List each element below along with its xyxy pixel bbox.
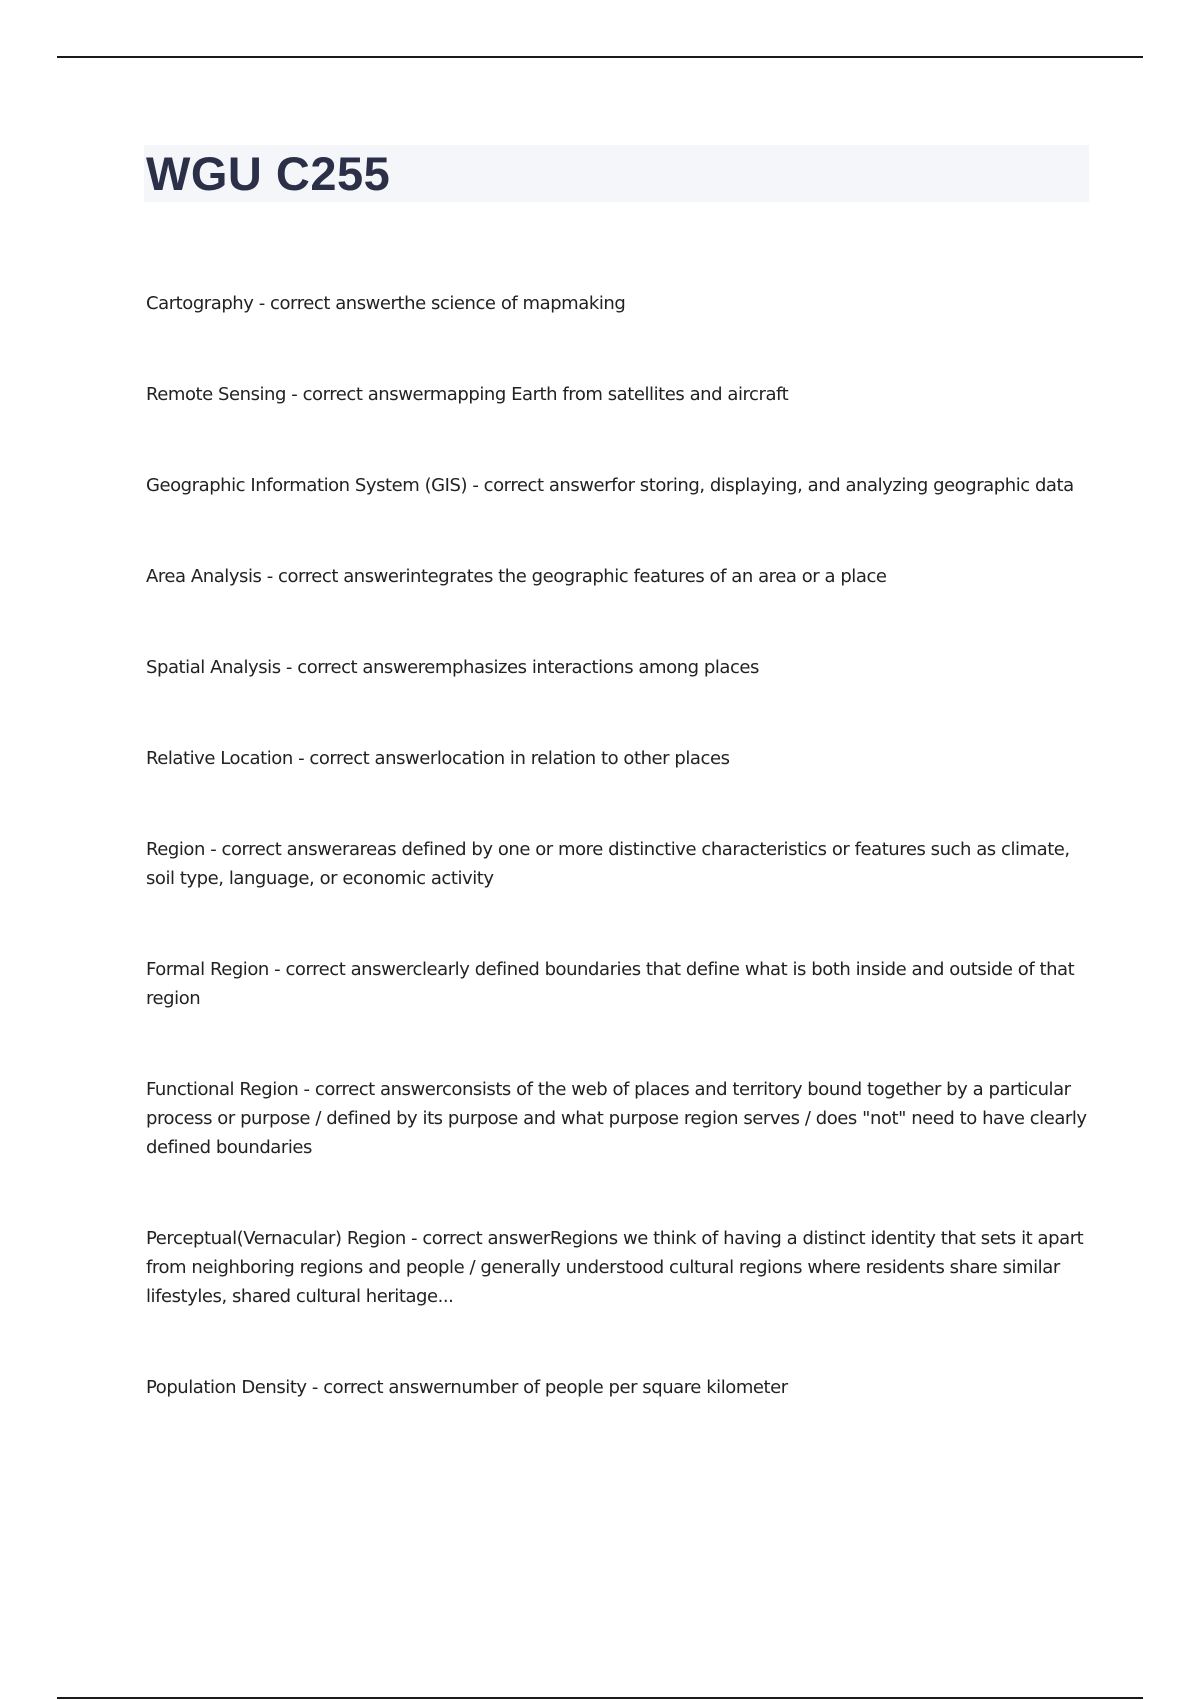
flashcard-entry-relative-location: Relative Location - correct answerlocation in relation to other places	[146, 748, 730, 769]
document-title: WGU C255	[146, 147, 391, 200]
flashcard-entry-formal-region: Formal Region - correct answerclearly defined boundaries that define what is both inside and outside of that region	[146, 959, 1075, 1009]
flashcard-list	[146, 289, 1096, 1464]
top-rule	[57, 56, 1143, 58]
flashcard-entry-population-density: Population Density - correct answernumber of people per square kilometer	[146, 1377, 788, 1398]
flashcard-entry-area-analysis: Area Analysis - correct answerintegrates the geographic features of an area or a place	[146, 566, 887, 587]
flashcard-entry-cartography: Cartography - correct answerthe science of mapmaking	[146, 293, 626, 314]
flashcard-entry-spatial-analysis: Spatial Analysis - correct answeremphasizes interactions among places	[146, 657, 759, 678]
bottom-rule	[57, 1697, 1143, 1699]
flashcard-entry-region: Region - correct answerareas defined by one or more distinctive characteristics or features such as climate, soil type, language, or economic activity	[146, 839, 1070, 889]
flashcard-entry-gis: Geographic Information System (GIS) - correct answerfor storing, displaying, and analyzing geographic data	[146, 475, 1074, 496]
flashcard-entry-perceptual-region: Perceptual(Vernacular) Region - correct answerRegions we think of having a distinct identity that sets it apart from neighboring regions and people / generally understood cultural regions where residents share similar lifestyles, shared cultural heritage...	[146, 1228, 1084, 1307]
flashcard-entry-functional-region: Functional Region - correct answerconsists of the web of places and territory bound together by a particular process or purpose / defined by its purpose and what purpose region serves / does "not" need to have clearly defined boundaries	[146, 1079, 1087, 1158]
flashcard-entry-remote-sensing: Remote Sensing - correct answermapping Earth from satellites and aircraft	[146, 384, 789, 405]
